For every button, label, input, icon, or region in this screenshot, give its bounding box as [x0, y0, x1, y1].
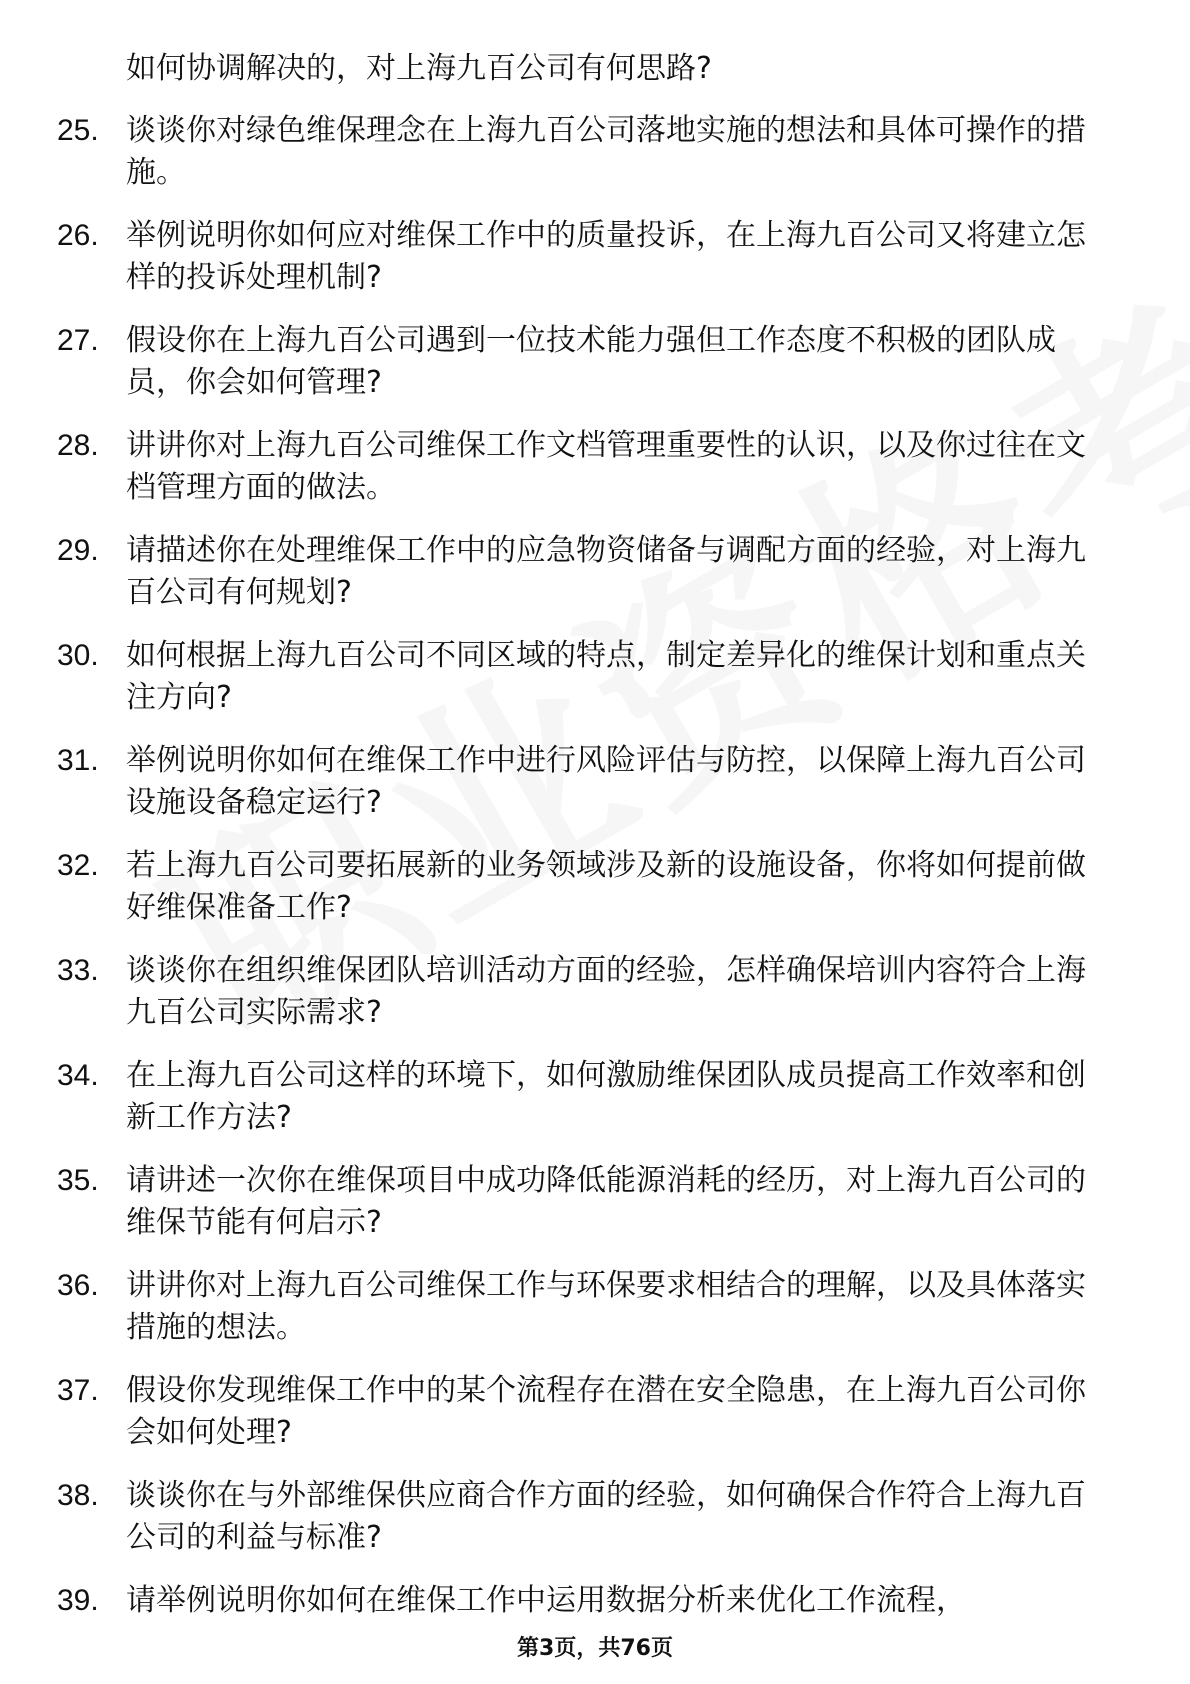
question-number: 31.	[57, 744, 99, 777]
page-footer: 第3页，共76页	[517, 1636, 673, 1661]
question-list	[0, 110, 1190, 1622]
question-item	[0, 110, 1190, 194]
question-text: 如何根据上海九百公司不同区域的特点，制定差异化的维保计划和重点关注方向?	[126, 638, 1086, 715]
question-item	[0, 425, 1190, 509]
question-number: 37.	[57, 1374, 99, 1407]
question-number: 28.	[57, 429, 99, 462]
question-content	[0, 48, 1190, 1643]
question-item	[0, 1160, 1190, 1244]
question-text: 在上海九百公司这样的环境下，如何激励维保团队成员提高工作效率和创新工作方法?	[126, 1058, 1086, 1135]
question-text: 谈谈你在与外部维保供应商合作方面的经验，如何确保合作符合上海九百公司的利益与标准?	[126, 1478, 1086, 1555]
question-text: 假设你发现维保工作中的某个流程存在潜在安全隐患，在上海九百公司你会如何处理?	[126, 1373, 1086, 1450]
question-number: 34.	[57, 1059, 99, 1092]
question-text: 若上海九百公司要拓展新的业务领域涉及新的设施设备，你将如何提前做好维保准备工作?	[126, 848, 1086, 925]
question-number: 32.	[57, 849, 99, 882]
question-text: 举例说明你如何应对维保工作中的质量投诉，在上海九百公司又将建立怎样的投诉处理机制?	[126, 218, 1086, 295]
question-item	[0, 530, 1190, 614]
question-number: 35.	[57, 1164, 99, 1197]
question-item	[0, 950, 1190, 1034]
question-number: 26.	[57, 219, 99, 252]
question-number: 38.	[57, 1479, 99, 1512]
question-number: 29.	[57, 534, 99, 567]
question-text: 请描述你在处理维保工作中的应急物资储备与调配方面的经验，对上海九百公司有何规划?	[126, 533, 1086, 610]
question-item	[0, 1475, 1190, 1559]
question-text: 讲讲你对上海九百公司维保工作与环保要求相结合的理解，以及具体落实措施的想法。	[126, 1268, 1086, 1345]
question-item	[0, 1580, 1190, 1622]
question-number: 25.	[57, 114, 99, 147]
question-number: 33.	[57, 954, 99, 987]
question-item	[0, 635, 1190, 719]
question-item	[0, 1265, 1190, 1349]
question-number: 30.	[57, 639, 99, 672]
question-text: 请举例说明你如何在维保工作中运用数据分析来优化工作流程，	[126, 1583, 966, 1618]
question-text: 谈谈你对绿色维保理念在上海九百公司落地实施的想法和具体可操作的措施。	[126, 113, 1086, 190]
question-item	[0, 845, 1190, 929]
question-number: 36.	[57, 1269, 99, 1302]
question-text: 请讲述一次你在维保项目中成功降低能源消耗的经历，对上海九百公司的维保节能有何启示?	[126, 1163, 1086, 1240]
question-text: 讲讲你对上海九百公司维保工作文档管理重要性的认识，以及你过往在文档管理方面的做法。	[126, 428, 1086, 505]
question-item	[0, 1055, 1190, 1139]
question-item	[0, 215, 1190, 299]
question-item	[0, 740, 1190, 824]
question-item	[0, 320, 1190, 404]
question-text: 假设你在上海九百公司遇到一位技术能力强但工作态度不积极的团队成员，你会如何管理?	[126, 323, 1056, 400]
question-number: 27.	[57, 324, 99, 357]
question-text: 谈谈你在组织维保团队培训活动方面的经验，怎样确保培训内容符合上海九百公司实际需求?	[126, 953, 1086, 1030]
continuation-text: 如何协调解决的，对上海九百公司有何思路?	[126, 51, 712, 86]
question-number: 39.	[57, 1584, 99, 1617]
question-text: 举例说明你如何在维保工作中进行风险评估与防控，以保障上海九百公司设施设备稳定运行?	[126, 743, 1086, 820]
question-item	[0, 1370, 1190, 1454]
